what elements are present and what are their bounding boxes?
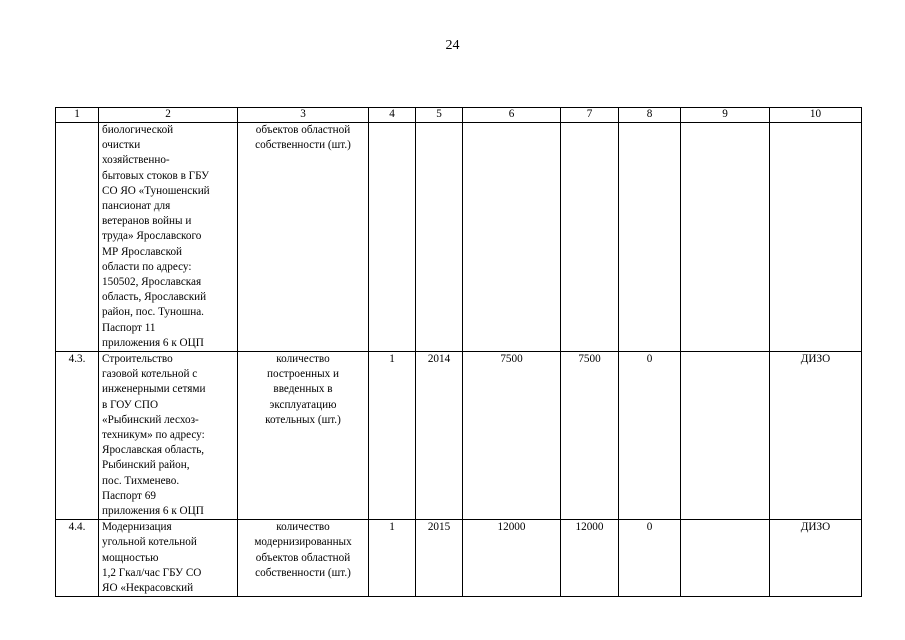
table-row bbox=[56, 520, 862, 597]
cell-9 bbox=[681, 352, 770, 520]
header-cell-8: 8 bbox=[619, 108, 681, 123]
cell-8 bbox=[619, 123, 681, 352]
measure-name: Строительство газовой котельной с инженерными сетями в ГОУ СПО «Рыбинский лесхоз- техникум» по адресу: Ярославская область, Рыбинский район, пос. Тихменево. Паспорт 69 приложения 6 к ОЦП bbox=[102, 353, 206, 518]
indicator-name: объектов областной собственности (шт.) bbox=[255, 124, 351, 152]
header-cell-9: 9 bbox=[681, 108, 770, 123]
program-table bbox=[55, 107, 862, 597]
cell-8: 0 bbox=[619, 352, 681, 520]
table-row bbox=[56, 123, 862, 352]
cell-10: ДИЗО bbox=[770, 352, 862, 520]
row-number bbox=[56, 123, 99, 352]
cell-9 bbox=[681, 520, 770, 597]
cell-6 bbox=[463, 123, 561, 352]
cell-9 bbox=[681, 123, 770, 352]
cell-6: 7500 bbox=[463, 352, 561, 520]
header-cell-7: 7 bbox=[561, 108, 619, 123]
indicator-name: количество модернизированных объектов областной собственности (шт.) bbox=[254, 521, 352, 579]
cell-10 bbox=[770, 123, 862, 352]
cell-5: 2015 bbox=[416, 520, 463, 597]
header-row bbox=[56, 108, 862, 123]
row-number: 4.3. bbox=[56, 352, 99, 520]
cell-7: 12000 bbox=[561, 520, 619, 597]
header-cell-6: 6 bbox=[463, 108, 561, 123]
header-cell-5: 5 bbox=[416, 108, 463, 123]
page-number: 24 bbox=[445, 38, 460, 53]
header-cell-1: 1 bbox=[56, 108, 99, 123]
header-cell-3: 3 bbox=[238, 108, 369, 123]
cell-7 bbox=[561, 123, 619, 352]
header-cell-10: 10 bbox=[770, 108, 862, 123]
measure-name: биологической очистки хозяйственно- бытовых стоков в ГБУ СО ЯО «Туношенский пансионат для ветеранов войны и труда» Ярославского МР Ярославской области по адресу: 150502, Ярославская область, Ярославский район, пос. Туношна. Паспорт 11 приложения 6 к ОЦП bbox=[102, 124, 210, 349]
cell-10: ДИЗО bbox=[770, 520, 862, 597]
cell-4 bbox=[369, 123, 416, 352]
cell-8: 0 bbox=[619, 520, 681, 597]
indicator-name: количество построенных и введенных в эксплуатацию котельных (шт.) bbox=[265, 353, 341, 426]
cell-5 bbox=[416, 123, 463, 352]
cell-4: 1 bbox=[369, 520, 416, 597]
cell-4: 1 bbox=[369, 352, 416, 520]
header-cell-4: 4 bbox=[369, 108, 416, 123]
cell-6: 12000 bbox=[463, 520, 561, 597]
table-row bbox=[56, 352, 862, 520]
header-cell-2: 2 bbox=[99, 108, 238, 123]
measure-name: Модернизация угольной котельной мощностью 1,2 Гкал/час ГБУ СО ЯО «Некрасовский bbox=[102, 521, 202, 595]
cell-7: 7500 bbox=[561, 352, 619, 520]
row-number: 4.4. bbox=[56, 520, 99, 597]
cell-5: 2014 bbox=[416, 352, 463, 520]
